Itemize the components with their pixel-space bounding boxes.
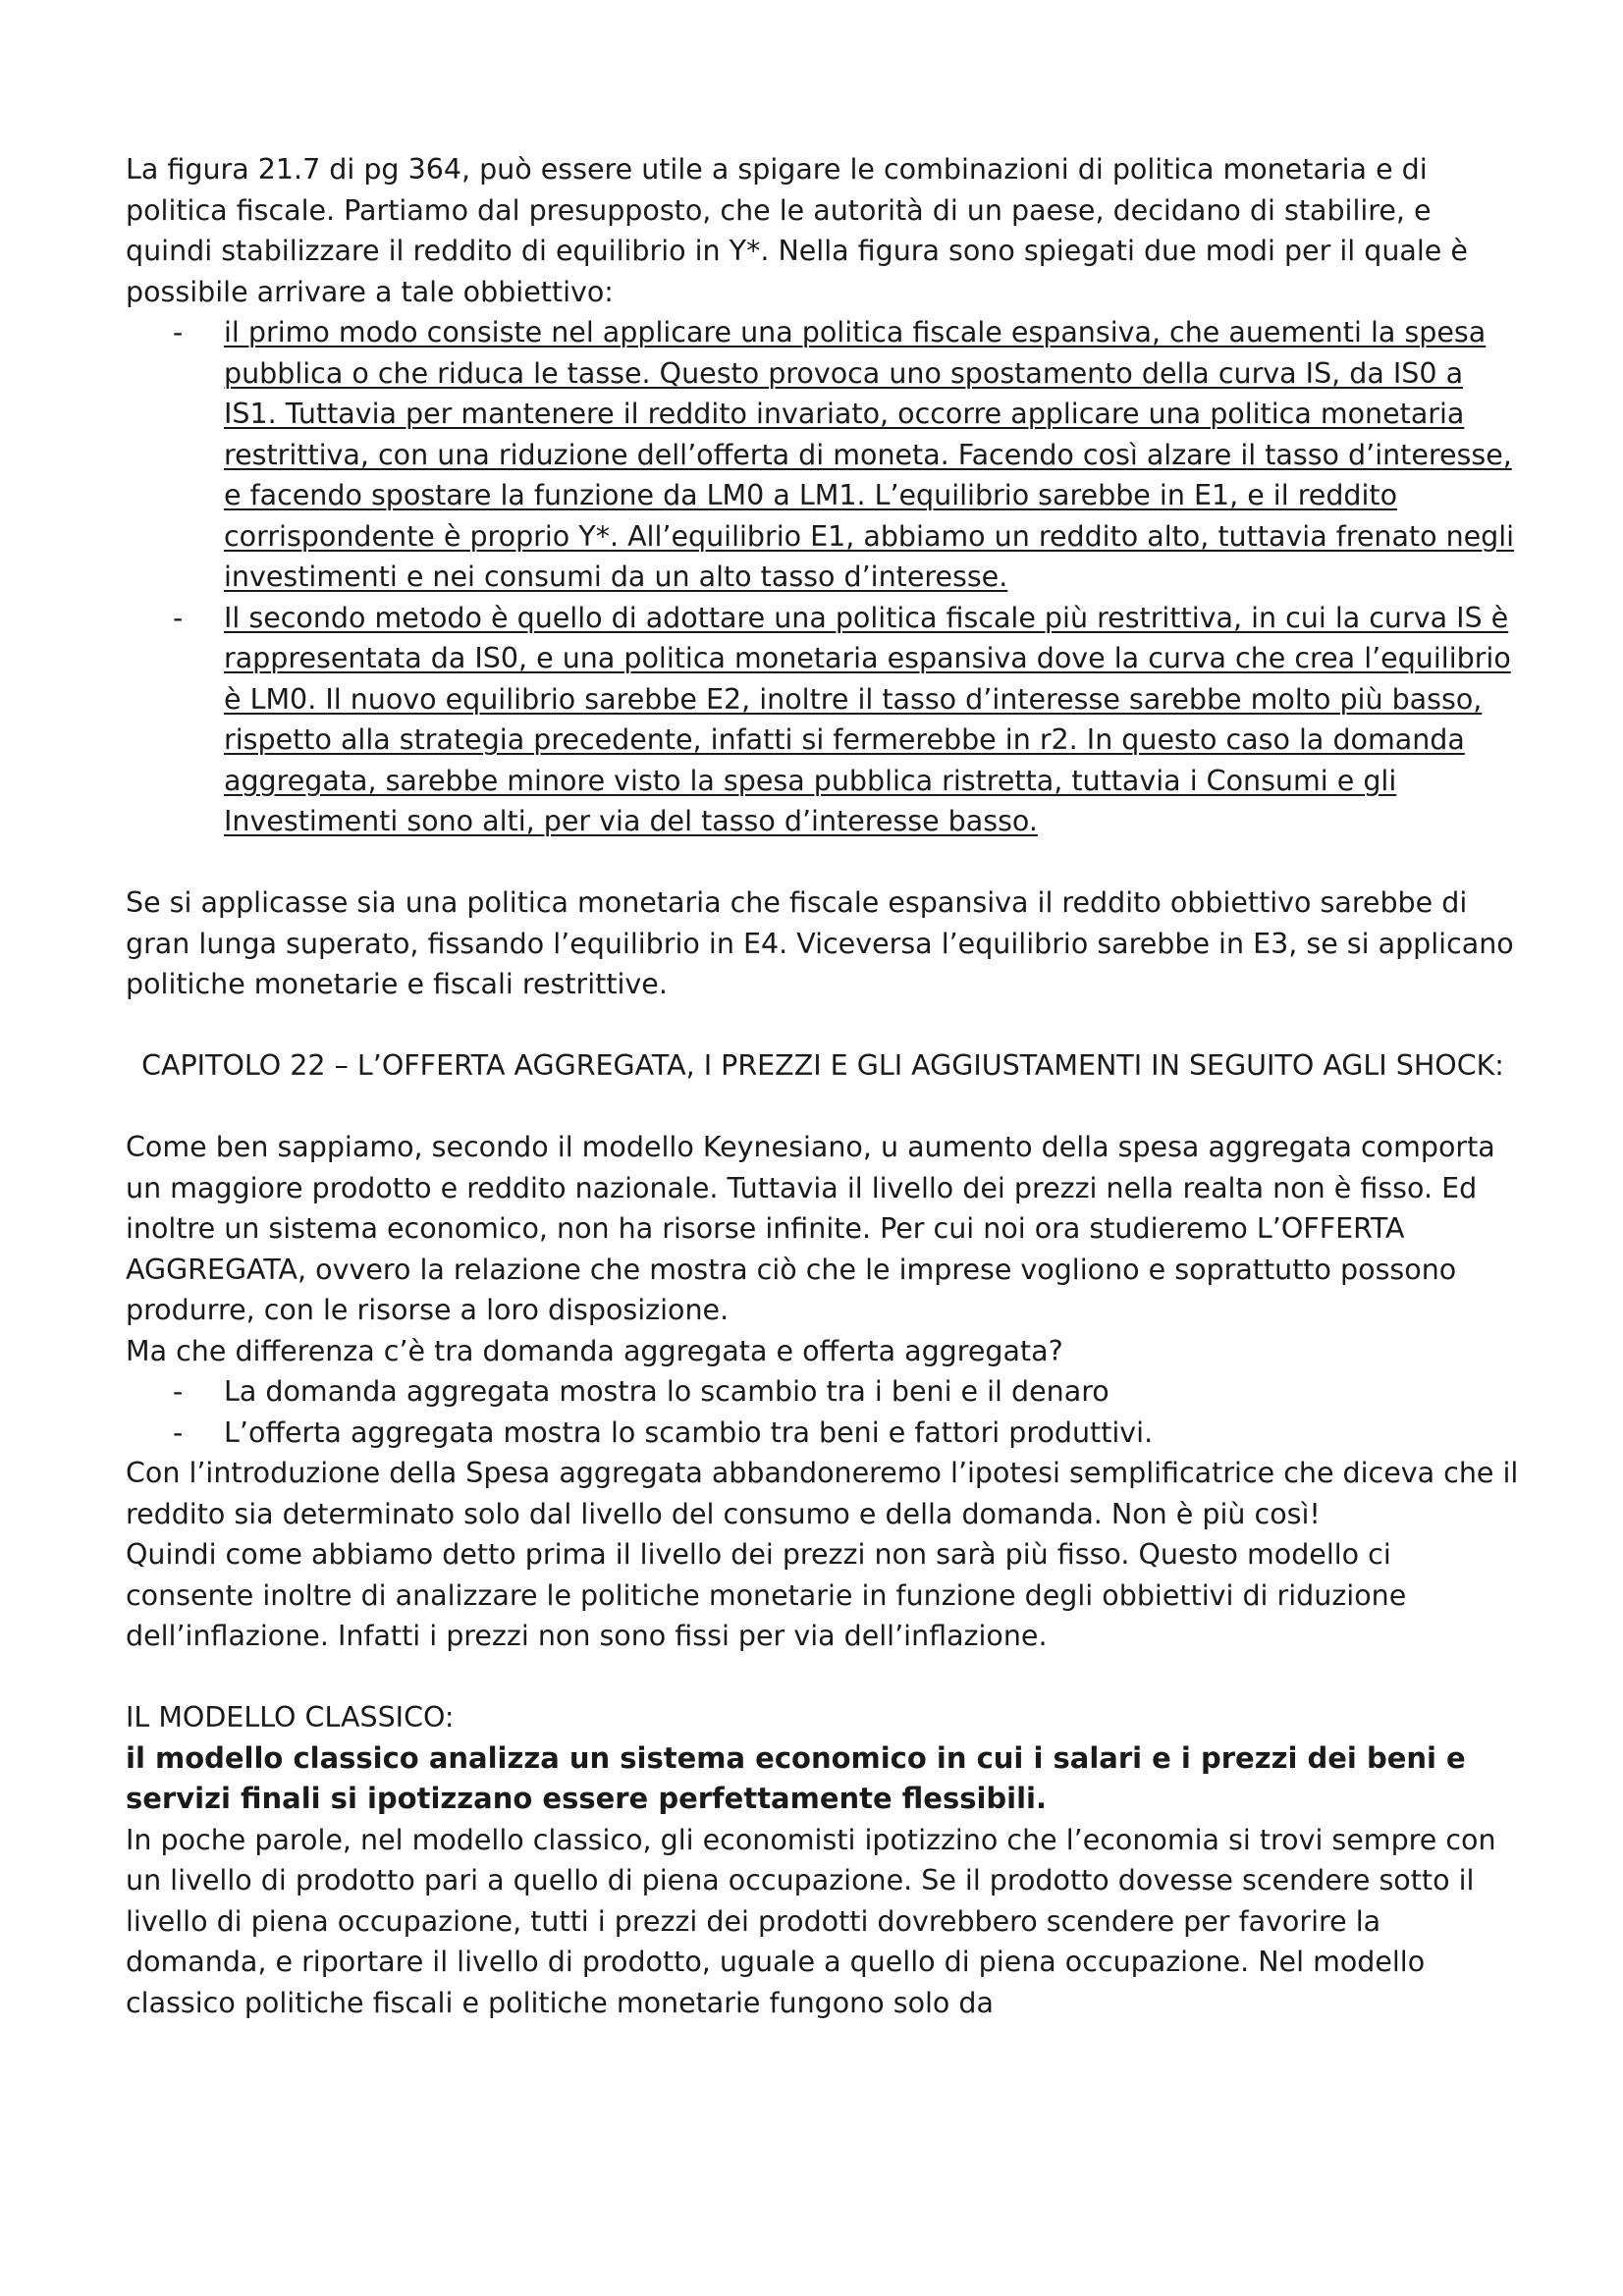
bullet-dash: - — [173, 1375, 184, 1408]
list-item — [126, 598, 1520, 842]
policy-methods-list — [126, 312, 1520, 842]
paragraph-spesa-aggregata: Con l’introduzione della Spesa aggregata abbandoneremo l’ipotesi semplificatrice che diceva che il reddito sia determinato solo dal livello del consumo e della domanda. Non è più così! — [126, 1457, 1519, 1530]
list-item-text: L’offerta aggregata mostra lo scambio tra beni e fattori produttivi. — [224, 1415, 1154, 1449]
list-item-text: il primo modo consiste nel applicare una politica fiscale espansiva, che auementi la spesa pubblica o che riduca le tasse. Questo provoca uno spostamento della curva IS, da IS0 a IS1. Tuttavia per mantenere il reddito invariato, occorre applicare una politica monetaria restrittiva, con una riduzione dell’offerta di moneta. Facendo così alzare il tasso d’interesse, e facendo spostare la funzione da LM0 a LM1. L’equilibrio sarebbe in E1, e il reddito corrispondente è proprio Y*. All’equilibrio E1, abbiamo un reddito alto, tuttavia frenato negli investimenti e nei consumi da un alto tasso d’interesse. — [224, 316, 1515, 593]
section-title: IL MODELLO CLASSICO: — [126, 1701, 455, 1734]
document-page — [126, 149, 1520, 2023]
list-item — [126, 312, 1520, 598]
list-item-text: Il secondo metodo è quello di adottare una politica fiscale più restrittiva, in cui la curva IS è rappresentata da IS0, e una politica monetaria espansiva dove la curva che crea l’equilibrio è LM0. Il nuovo equilibrio sarebbe E2, inoltre il tasso d’interesse sarebbe molto più basso, rispetto alla strategia precedente, infatti si fermerebbe in r2. In questo caso la domanda aggregata, sarebbe minore visto la spesa pubblica ristretta, tuttavia i Consumi e gli Investimenti sono alti, per via del tasso d’interesse basso. — [224, 601, 1511, 837]
bullet-dash: - — [173, 316, 184, 348]
list-item-text: La domanda aggregata mostra lo scambio tra i beni e il denaro — [224, 1375, 1109, 1408]
bold-definition: il modello classico analizza un sistema economico in cui i salari e i prezzi dei beni e servizi finali si ipotizzano essere perfettamente flessibili. — [126, 1740, 1466, 1815]
list-item — [126, 1413, 1520, 1454]
bullet-dash: - — [173, 601, 184, 634]
question-line: Ma che differenza c’è tra domanda aggregata e offerta aggregata? — [126, 1334, 1063, 1367]
paragraph-aggregate-supply: Come ben sappiamo, secondo il modello Keynesiano, u aumento della spesa aggregata comporta un maggiore prodotto e reddito nazionale. Tuttavia il livello dei prezzi nella realta non è fisso. Ed inoltre un sistema economico, non ha risorse infinite. Per cui noi ora studieremo L’OFFERTA AGGREGATA, ovvero la relazione che mostra ciò che le imprese vogliono e soprattutto possono produrre, con le risorse a loro disposizione. — [126, 1131, 1495, 1326]
list-item — [126, 1371, 1520, 1413]
chapter-title: CAPITOLO 22 – L’OFFERTA AGGREGATA, I PREZZI E GLI AGGIUSTAMENTI IN SEGUITO AGLI SHOCK: — [141, 1049, 1504, 1082]
bullet-dash: - — [173, 1415, 184, 1449]
difference-list — [126, 1371, 1520, 1453]
paragraph-prices: Quindi come abbiamo detto prima il livello dei prezzi non sarà più fisso. Questo modello ci consente inoltre di analizzare le politiche monetarie in funzione degli obbiettivi di riduzione dell’inflazione. Infatti i prezzi non sono fissi per via dell’inflazione. — [126, 1538, 1407, 1652]
paragraph-policy-mix: Se si applicasse sia una politica monetaria che fiscale espansiva il reddito obbiettivo sarebbe di gran lunga superato, fissando l’equilibrio in E4. Viceversa l’equilibrio sarebbe in E3, se si applicano politiche monetarie e fiscali restrittive. — [126, 886, 1514, 1000]
paragraph-classical-model: In poche parole, nel modello classico, gli economisti ipotizzino che l’economia si trovi sempre con un livello di prodotto pari a quello di piena occupazione. Se il prodotto dovesse scendere sotto il livello di piena occupazione, tutti i prezzi dei prodotti dovrebbero scendere per favorire la domanda, e riportare il livello di prodotto, uguale a quello di piena occupazione. Nel modello classico politiche fiscali e politiche monetarie fungono solo da — [126, 1823, 1496, 2019]
intro-paragraph: La figura 21.7 di pg 364, può essere utile a spigare le combinazioni di politica monetaria e di politica fiscale. Partiamo dal presupposto, che le autorità di un paese, decidano di stabilire, e quindi stabilizzare il reddito di equilibrio in Y*. Nella figura sono spiegati due modi per il quale è possibile arrivare a tale obbiettivo: — [126, 153, 1468, 308]
